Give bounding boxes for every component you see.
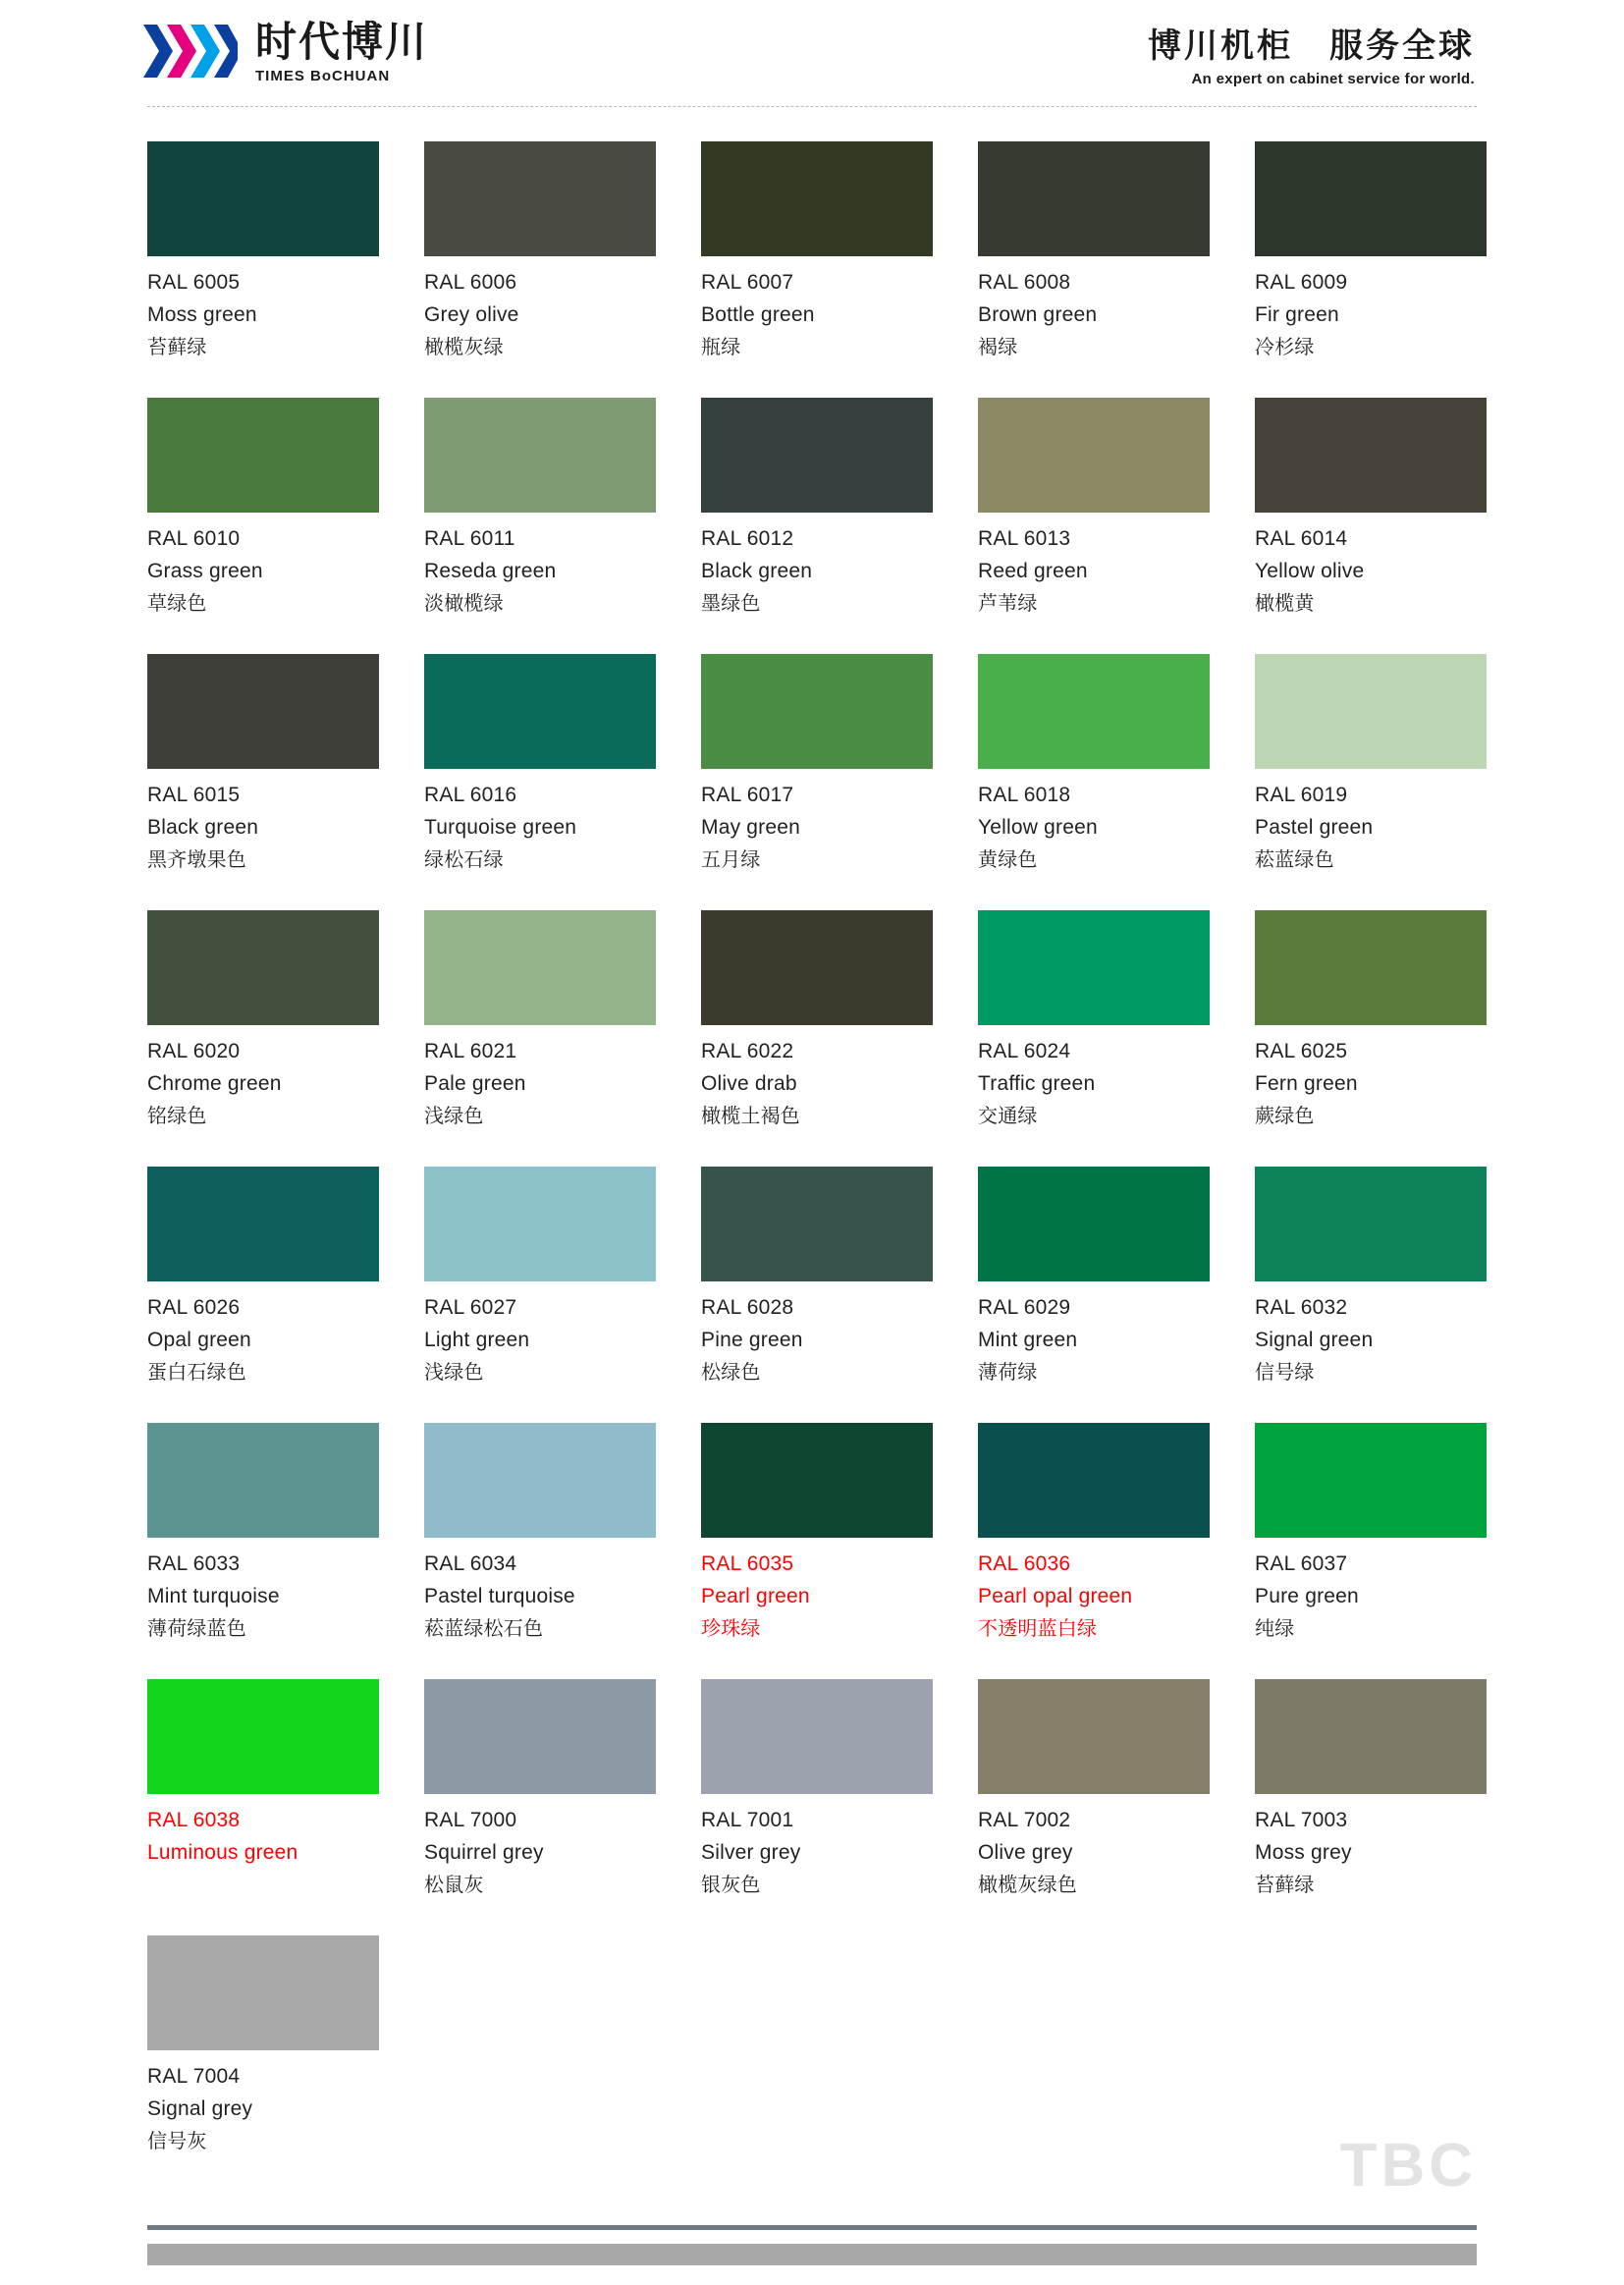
color-name-en: Pure green [1255, 1584, 1359, 1607]
color-name-cn: 橄榄灰绿 [424, 334, 504, 358]
color-swatch [147, 398, 379, 513]
color-code: RAL 6032 [1255, 1296, 1348, 1319]
color-name-en: Moss grey [1255, 1840, 1352, 1864]
color-swatch-cell [701, 122, 933, 378]
color-code: RAL 6014 [1255, 527, 1348, 550]
color-name-cn: 苔藓绿 [147, 334, 207, 358]
color-name-en: Signal green [1255, 1328, 1374, 1351]
color-name-cn: 松绿色 [701, 1359, 761, 1384]
page-header [147, 0, 1477, 106]
color-labels [701, 513, 933, 617]
color-swatch [424, 1423, 656, 1538]
color-labels [147, 256, 379, 360]
color-swatch-cell [1255, 378, 1487, 634]
color-name-en: Yellow olive [1255, 559, 1365, 582]
color-swatch-cell [978, 1659, 1210, 1916]
color-name-cn: 黑齐墩果色 [147, 846, 246, 871]
color-swatch [147, 1935, 379, 2050]
color-swatch-cell [1255, 1147, 1487, 1403]
color-code: RAL 7000 [424, 1809, 517, 1831]
color-name-cn: 铭绿色 [147, 1103, 207, 1127]
color-name-en: Mint green [978, 1328, 1078, 1351]
color-code: RAL 6020 [147, 1040, 241, 1062]
color-labels [978, 1794, 1210, 1898]
color-labels [1255, 1794, 1487, 1898]
color-labels [424, 256, 656, 360]
color-swatch [424, 141, 656, 256]
color-name-cn: 黄绿色 [978, 846, 1038, 871]
color-code: RAL 7003 [1255, 1809, 1348, 1831]
color-name-en: Chrome green [147, 1071, 282, 1095]
color-labels [701, 769, 933, 873]
color-swatch [978, 1679, 1210, 1794]
color-labels [1255, 1538, 1487, 1642]
color-code: RAL 6029 [978, 1296, 1071, 1319]
color-labels [701, 1794, 933, 1898]
color-swatch-cell [701, 378, 933, 634]
color-name-cn: 苔藓绿 [1255, 1872, 1315, 1896]
color-code: RAL 6013 [978, 527, 1071, 550]
color-name-en: Black green [701, 559, 813, 582]
color-name-en: Squirrel grey [424, 1840, 544, 1864]
logo-wordmark [255, 23, 428, 83]
color-name-cn: 薄荷绿 [978, 1359, 1038, 1384]
color-swatch-cell [424, 378, 656, 634]
color-name-cn: 瓶绿 [701, 334, 741, 358]
color-swatch [978, 1167, 1210, 1281]
color-code: RAL 6025 [1255, 1040, 1348, 1062]
color-swatch-cell [1255, 634, 1487, 891]
color-code: RAL 6016 [424, 784, 517, 806]
color-swatch-cell [147, 634, 379, 891]
color-name-en: Luminous green [147, 1840, 298, 1864]
color-swatch [424, 654, 656, 769]
color-name-cn: 松鼠灰 [424, 1872, 484, 1896]
color-name-en: Moss green [147, 302, 257, 326]
slogan-en: An expert on cabinet service for world. [1191, 71, 1475, 87]
color-code: RAL 7001 [701, 1809, 794, 1831]
color-code: RAL 6033 [147, 1552, 241, 1575]
logo-name-en: TIMES BoCHUAN [255, 68, 391, 84]
color-swatch [147, 1679, 379, 1794]
color-swatch [147, 1167, 379, 1281]
color-swatch [424, 1679, 656, 1794]
color-swatch [701, 1167, 933, 1281]
color-swatch-cell [701, 634, 933, 891]
logo-name-cn: 时代博川 [255, 21, 429, 66]
color-name-en: Black green [147, 815, 259, 839]
color-name-en: Pale green [424, 1071, 526, 1095]
color-swatch-cell [978, 634, 1210, 891]
color-labels [147, 513, 379, 617]
color-labels [701, 256, 933, 360]
color-swatch-cell [147, 1659, 379, 1916]
swatch-grid [147, 122, 1477, 2172]
color-name-cn: 信号绿 [1255, 1359, 1315, 1384]
color-swatch-cell [147, 891, 379, 1147]
color-labels [978, 513, 1210, 617]
color-name-en: Pastel turquoise [424, 1584, 575, 1607]
color-name-cn: 冷杉绿 [1255, 334, 1315, 358]
color-swatch-cell [424, 122, 656, 378]
color-name-en: Pastel green [1255, 815, 1374, 839]
color-swatch [978, 398, 1210, 513]
color-swatch [147, 1423, 379, 1538]
color-name-cn: 不透明蓝白绿 [978, 1615, 1098, 1640]
color-swatch-cell [701, 1659, 933, 1916]
color-swatch-cell [978, 122, 1210, 378]
logo-arrows-icon [143, 23, 238, 84]
color-name-en: May green [701, 815, 801, 839]
color-name-cn: 芦苇绿 [978, 590, 1038, 615]
color-name-en: Turquoise green [424, 815, 577, 839]
color-code: RAL 6038 [147, 1809, 241, 1831]
color-labels [424, 1538, 656, 1642]
color-swatch [978, 910, 1210, 1025]
color-code: RAL 6026 [147, 1296, 241, 1319]
color-name-en: Fir green [1255, 302, 1339, 326]
color-swatch [147, 910, 379, 1025]
color-swatch [1255, 141, 1487, 256]
color-swatch-cell [978, 1403, 1210, 1659]
color-swatch [424, 1167, 656, 1281]
color-labels [424, 1025, 656, 1129]
color-code: RAL 6009 [1255, 271, 1348, 294]
color-swatch-cell [978, 378, 1210, 634]
color-code: RAL 7002 [978, 1809, 1071, 1831]
color-labels [978, 256, 1210, 360]
color-name-en: Pine green [701, 1328, 803, 1351]
color-labels [1255, 513, 1487, 617]
color-name-cn: 浅绿色 [424, 1359, 484, 1384]
color-swatch-cell [424, 1403, 656, 1659]
header-divider [147, 106, 1477, 107]
color-swatch [424, 910, 656, 1025]
color-labels [424, 1281, 656, 1386]
color-name-cn: 褐绿 [978, 334, 1018, 358]
color-code: RAL 6034 [424, 1552, 517, 1575]
color-swatch [978, 1423, 1210, 1538]
color-swatch-cell [701, 1403, 933, 1659]
footer-rule-grey [147, 2244, 1477, 2265]
color-code: RAL 6019 [1255, 784, 1348, 806]
color-swatch [424, 398, 656, 513]
color-swatch-cell [701, 1147, 933, 1403]
color-swatch-cell [424, 1147, 656, 1403]
color-name-cn: 纯绿 [1255, 1615, 1295, 1640]
color-swatch [701, 141, 933, 256]
color-name-cn: 橄榄土褐色 [701, 1103, 800, 1127]
color-code: RAL 6035 [701, 1552, 794, 1575]
color-swatch-cell [147, 122, 379, 378]
color-name-en: Olive drab [701, 1071, 797, 1095]
color-name-en: Fern green [1255, 1071, 1358, 1095]
color-code: RAL 6011 [424, 527, 515, 550]
color-name-en: Brown green [978, 302, 1098, 326]
color-swatch [1255, 654, 1487, 769]
color-name-cn: 草绿色 [147, 590, 207, 615]
color-name-en: Traffic green [978, 1071, 1096, 1095]
page-footer [0, 2098, 1624, 2285]
color-swatch-cell [147, 1403, 379, 1659]
color-swatch-cell [978, 1147, 1210, 1403]
color-code: RAL 6022 [701, 1040, 794, 1062]
tbc-watermark: TBC [1339, 2132, 1477, 2200]
color-swatch [1255, 1679, 1487, 1794]
color-swatch [1255, 1167, 1487, 1281]
color-name-en: Olive grey [978, 1840, 1073, 1864]
color-labels [1255, 769, 1487, 873]
color-code: RAL 6036 [978, 1552, 1071, 1575]
company-logo [143, 23, 428, 84]
color-swatch [701, 1679, 933, 1794]
color-labels [1255, 256, 1487, 360]
color-labels [147, 1538, 379, 1642]
color-code: RAL 6006 [424, 271, 517, 294]
color-labels [1255, 1025, 1487, 1129]
color-labels [1255, 1281, 1487, 1386]
color-code: RAL 6018 [978, 784, 1071, 806]
color-code: RAL 6028 [701, 1296, 794, 1319]
color-labels [424, 513, 656, 617]
color-labels [147, 1794, 379, 1868]
color-name-en: Silver grey [701, 1840, 801, 1864]
color-name-cn: 五月绿 [701, 846, 761, 871]
color-swatch [147, 654, 379, 769]
color-labels [147, 1025, 379, 1129]
color-swatch [1255, 1423, 1487, 1538]
color-swatch-cell [1255, 122, 1487, 378]
color-code: RAL 6027 [424, 1296, 517, 1319]
color-labels [978, 1025, 1210, 1129]
color-labels [701, 1025, 933, 1129]
color-code: RAL 6015 [147, 784, 241, 806]
color-code: RAL 7004 [147, 2065, 241, 2088]
color-swatch [147, 141, 379, 256]
color-swatch-cell [1255, 1659, 1487, 1916]
color-labels [147, 769, 379, 873]
color-swatch [701, 654, 933, 769]
color-swatch-cell [424, 634, 656, 891]
slogan-cn: 博川机柜 服务全球 [1148, 28, 1475, 65]
color-name-en: Yellow green [978, 815, 1098, 839]
color-swatch [701, 398, 933, 513]
color-swatch [701, 1423, 933, 1538]
color-name-cn: 淡橄榄绿 [424, 590, 504, 615]
color-labels [147, 1281, 379, 1386]
color-swatch [1255, 910, 1487, 1025]
color-name-cn: 交通绿 [978, 1103, 1038, 1127]
color-labels [701, 1538, 933, 1642]
color-code: RAL 6010 [147, 527, 241, 550]
color-name-cn: 薄荷绿蓝色 [147, 1615, 246, 1640]
color-code: RAL 6012 [701, 527, 794, 550]
color-swatch [978, 654, 1210, 769]
color-name-cn: 橄榄灰绿色 [978, 1872, 1077, 1896]
color-swatch [978, 141, 1210, 256]
color-labels [701, 1281, 933, 1386]
color-name-cn: 菘蓝绿色 [1255, 846, 1334, 871]
color-name-en: Pearl opal green [978, 1584, 1133, 1607]
color-swatch-cell [1255, 1403, 1487, 1659]
color-code: RAL 6005 [147, 271, 241, 294]
color-name-cn: 蛋白石绿色 [147, 1359, 246, 1384]
color-code: RAL 6017 [701, 784, 794, 806]
color-labels [978, 769, 1210, 873]
color-swatch-cell [1255, 891, 1487, 1147]
color-name-cn: 绿松石绿 [424, 846, 504, 871]
color-name-en: Mint turquoise [147, 1584, 280, 1607]
color-swatch-cell [701, 891, 933, 1147]
color-name-cn: 墨绿色 [701, 590, 761, 615]
color-name-en: Reseda green [424, 559, 557, 582]
color-swatch [701, 910, 933, 1025]
color-labels [978, 1281, 1210, 1386]
color-name-en: Bottle green [701, 302, 815, 326]
color-swatch-cell [978, 891, 1210, 1147]
color-swatch-cell [424, 891, 656, 1147]
color-name-en: Opal green [147, 1328, 251, 1351]
color-name-cn: 橄榄黄 [1255, 590, 1315, 615]
color-name-en: Reed green [978, 559, 1088, 582]
color-code: RAL 6021 [424, 1040, 517, 1062]
color-name-en: Grass green [147, 559, 263, 582]
color-name-en: Signal grey [147, 2096, 253, 2120]
color-name-cn: 银灰色 [701, 1872, 761, 1896]
color-name-cn: 蕨绿色 [1255, 1103, 1315, 1127]
color-name-en: Grey olive [424, 302, 519, 326]
color-swatch-cell [147, 378, 379, 634]
color-swatch-cell [424, 1659, 656, 1916]
color-swatch-cell [147, 1147, 379, 1403]
color-swatch [1255, 398, 1487, 513]
color-name-cn: 浅绿色 [424, 1103, 484, 1127]
color-labels [978, 1538, 1210, 1642]
color-code: RAL 6024 [978, 1040, 1071, 1062]
color-name-cn: 珍珠绿 [701, 1615, 761, 1640]
color-name-cn: 信号灰 [147, 2128, 207, 2152]
color-code: RAL 6008 [978, 271, 1071, 294]
color-code: RAL 6007 [701, 271, 794, 294]
color-code: RAL 6037 [1255, 1552, 1348, 1575]
color-labels [424, 769, 656, 873]
footer-rule-dark [147, 2225, 1477, 2230]
color-labels [424, 1794, 656, 1898]
company-slogan [1148, 19, 1475, 87]
color-name-en: Pearl green [701, 1584, 810, 1607]
color-name-cn: 菘蓝绿松石色 [424, 1615, 544, 1640]
color-name-en: Light green [424, 1328, 530, 1351]
